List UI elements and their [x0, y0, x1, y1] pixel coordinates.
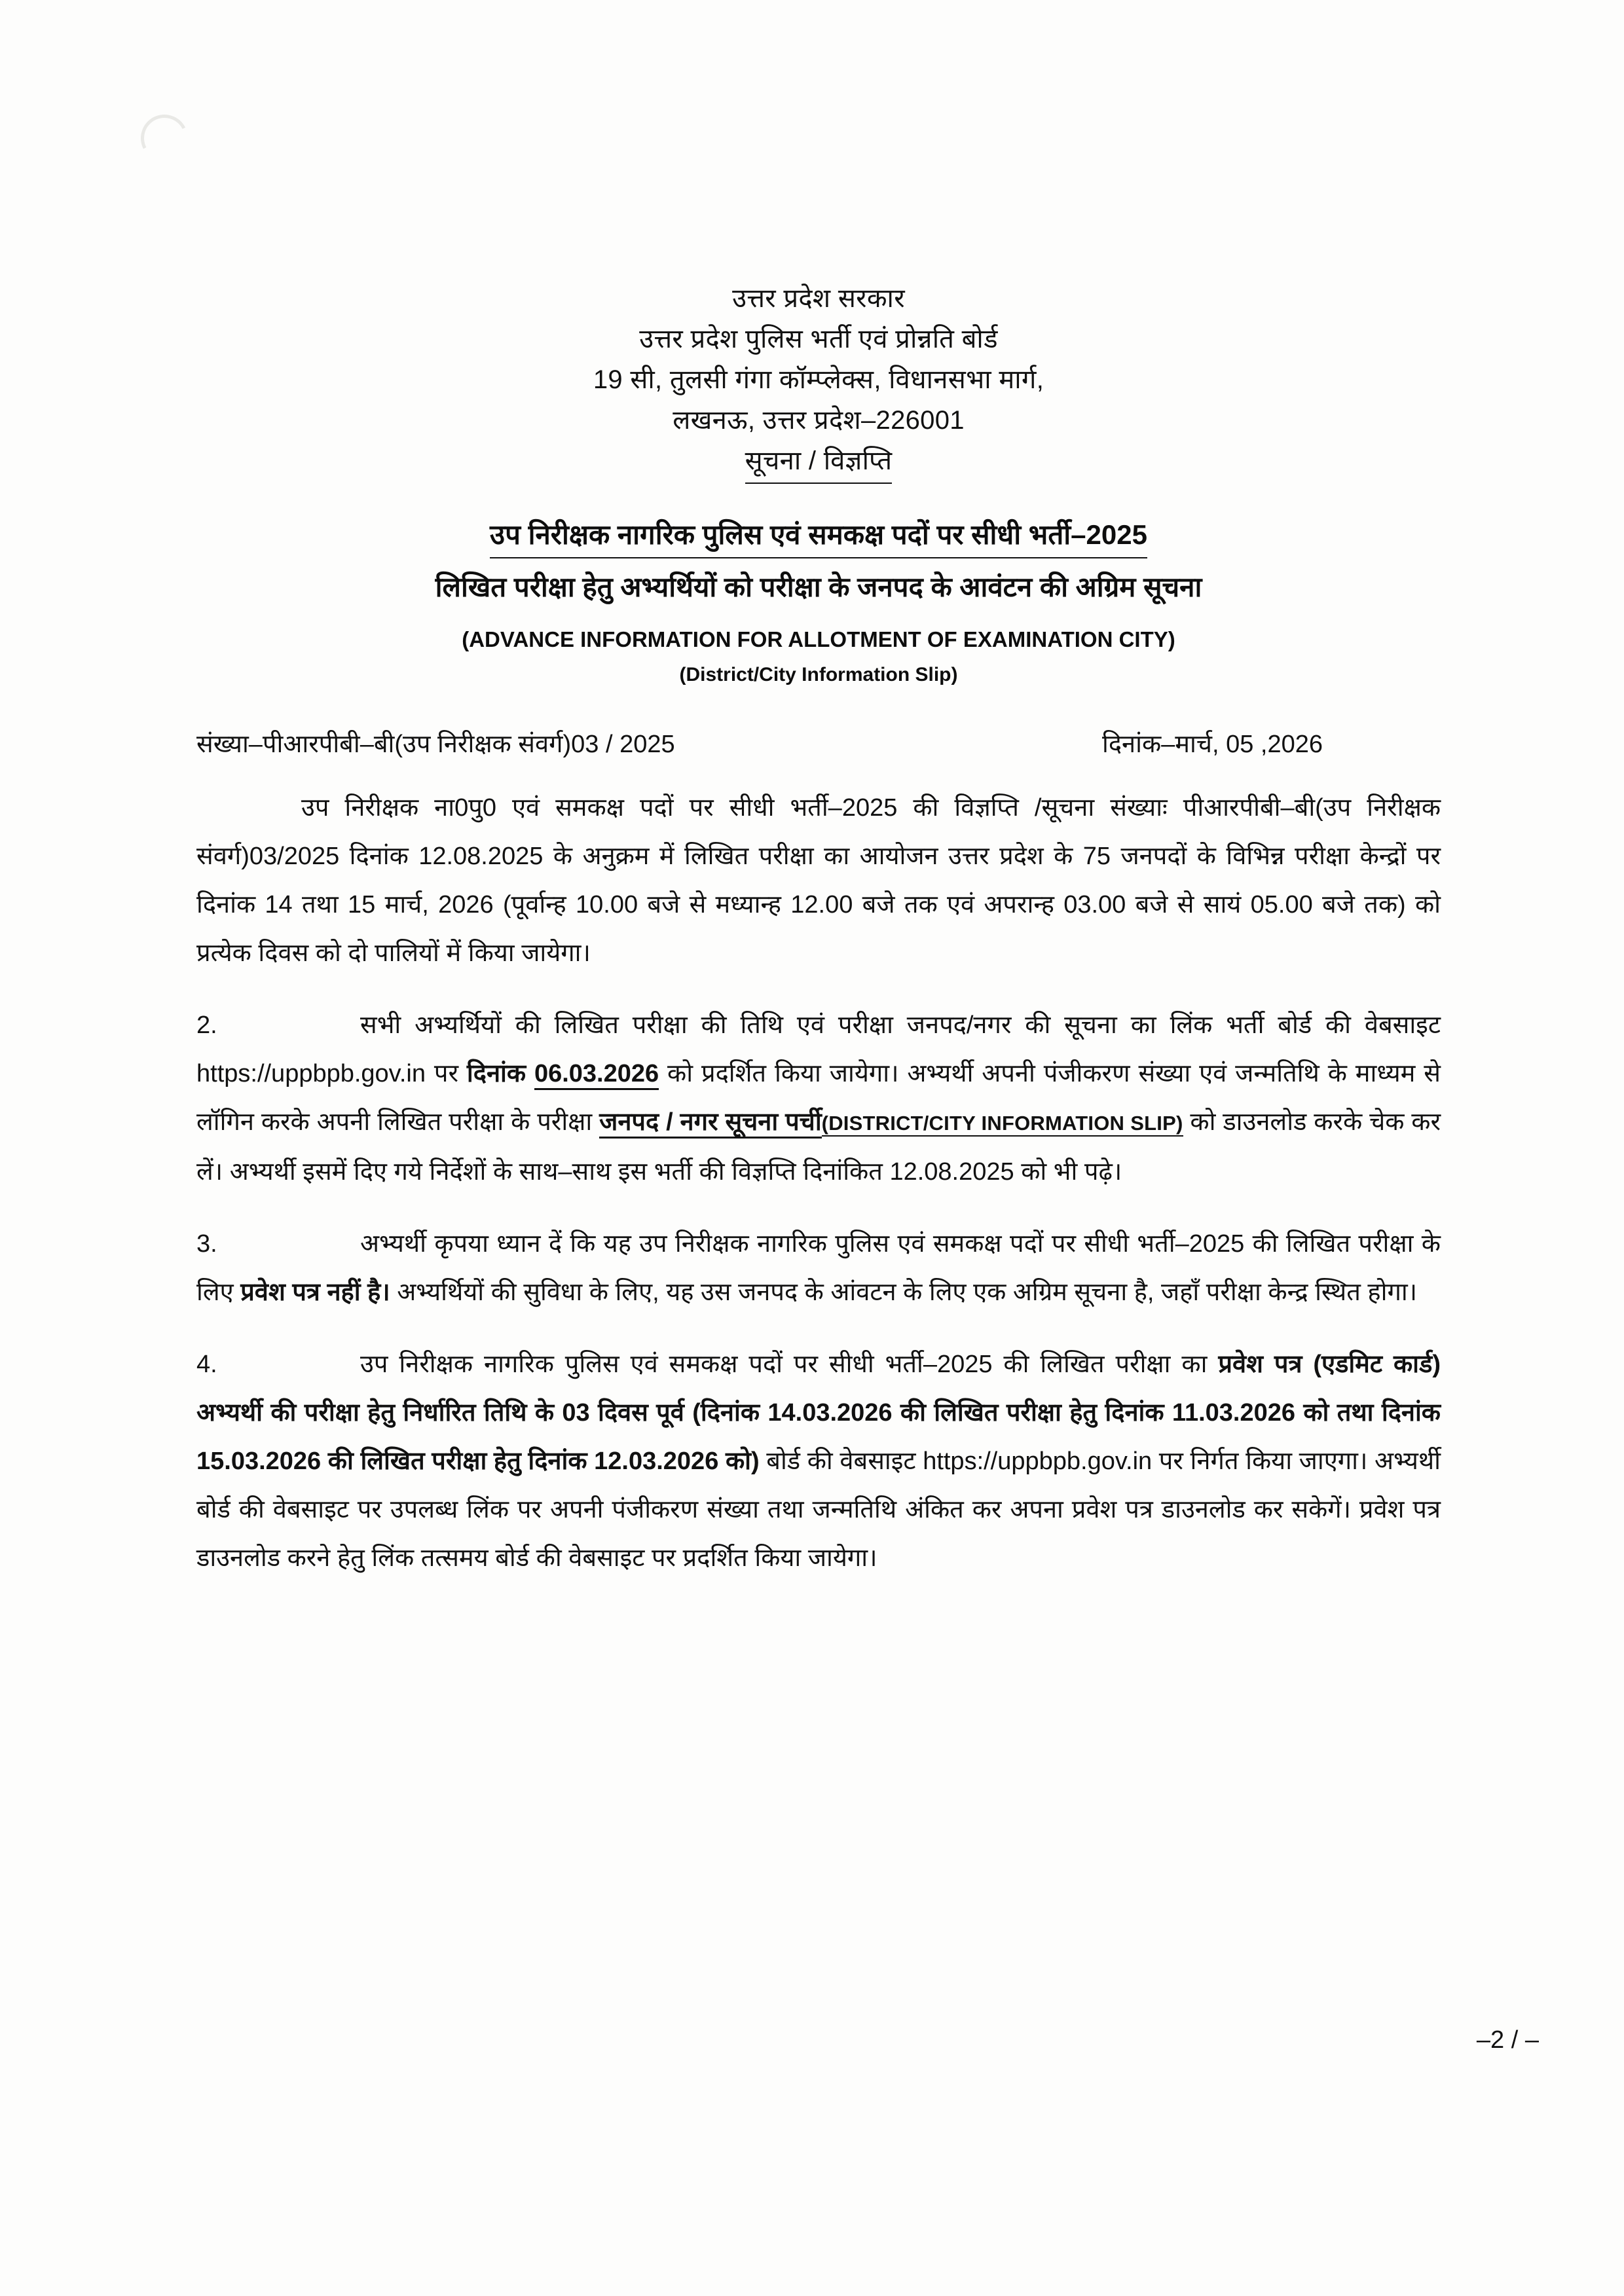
title-english-line-1: (ADVANCE INFORMATION FOR ALLOTMENT OF EXAMINATION CITY) — [462, 627, 1175, 651]
page-number-marker: –2 / – — [1476, 2026, 1539, 2054]
board-website-url-2[interactable]: https://uppbpb.gov.in — [923, 1448, 1153, 1475]
title-english-line-2: (District/City Information Slip) — [679, 664, 958, 685]
document-content — [196, 0, 1441, 1582]
slip-name-english: (DISTRICT/CITY INFORMATION SLIP) — [822, 1112, 1183, 1137]
not-admit-card-notice: प्रवेश पत्र नहीं है। — [240, 1279, 390, 1306]
paragraph-4-number: 4. — [196, 1351, 217, 1378]
board-address-line-2: लखनऊ, उत्तर प्रदेश–226001 — [673, 406, 965, 435]
paragraph-4 — [196, 1340, 1441, 1582]
title-hindi-line-1-wrap — [196, 514, 1441, 558]
paragraph-4-text-2: बोर्ड की वेबसाइट — [759, 1448, 923, 1475]
paragraph-3-text-2: अभ्यर्थियों की सुविधा के लिए, यह उस जनपद के आंवटन के लिए एक अग्रिम सूचना है, जहाँ परीक्षा केन्द्र स्थित होगा। — [390, 1279, 1418, 1306]
paragraph-1 — [196, 784, 1441, 977]
govt-name: उत्तर प्रदेश सरकार — [732, 284, 905, 313]
reference-row — [196, 726, 1441, 760]
paragraph-4-text-1: उप निरीक्षक नागरिक पुलिस एवं समकक्ष पदों पर सीधी भर्ती–2025 की लिखित परीक्षा का — [360, 1351, 1219, 1378]
board-website-url-1[interactable]: https://uppbpb.gov.in — [196, 1060, 426, 1087]
paragraph-2-number-lead — [196, 1001, 360, 1049]
board-address-line-1: 19 सी, तुलसी गंगा कॉम्प्लेक्स, विधानसभा मार्ग, — [593, 365, 1044, 394]
paragraph-2-number: 2. — [196, 1011, 217, 1039]
admit-card-release-schedule: प्रवेश पत्र (एडमिट कार्ड) अभ्यर्थी की परीक्षा हेतु निर्धारित तिथि के 03 दिवस पूर्व (दिनांक 14.03.2026 की लिखित परीक्षा हेतु दिनांक 11.03.2026 को तथा दिनांक 15.03.2026 की लिखित परीक्षा हेतु दिनांक 12.03.2026 को) — [196, 1351, 1441, 1475]
title-hindi-line-1: उप निरीक्षक नागरिक पुलिस एवं समकक्ष पदों पर सीधी भर्ती–2025 — [490, 514, 1147, 558]
document-title-block — [196, 514, 1441, 691]
paragraph-2-text-4: को डाउनलोड करके चेक कर लें। अभ्यर्थी इसमें दिए गये निर्देशों के साथ–साथ इस भर्ती की विज्ञप्ति दिनांकित 12.08.2025 को भी पढ़े। — [196, 1108, 1441, 1186]
paragraph-3-number: 3. — [196, 1230, 217, 1258]
paragraph-2 — [196, 1001, 1441, 1196]
paragraph-3-number-lead — [196, 1220, 360, 1268]
paragraph-2-text-2: पर — [426, 1060, 467, 1087]
paragraph-2-date-label: दिनांक — [466, 1060, 534, 1087]
paragraph-2-text-3: को प्रदर्शित किया जायेगा। अभ्यर्थी अपनी पंजीकरण संख्या एवं जन्मतिथि के माध्यम से लॉगिन करके अपनी लिखित परीक्षा के परीक्षा — [196, 1060, 1441, 1136]
scan-artifact — [135, 109, 194, 168]
display-date: 06.03.2026 — [534, 1060, 659, 1090]
title-hindi-line-2: लिखित परीक्षा हेतु अभ्यर्थियों को परीक्षा के जनपद के आवंटन की अग्रिम सूचना — [435, 572, 1202, 602]
paragraph-4-text-3: पर निर्गत किया जाएगा। अभ्यर्थी बोर्ड की वेबसाइट पर उपलब्ध लिंक पर अपनी पंजीकरण संख्या तथा जन्मतिथि अंकित कर अपना प्रवेश पत्र डाउनलोड कर सकेगें। प्रवेश पत्र डाउनलोड करने हेतु लिंक तत्समय बोर्ड की वेबसाइट पर प्रदर्शित किया जायेगा। — [196, 1448, 1441, 1572]
reference-number: संख्या–पीआरपीबी–बी(उप निरीक्षक संवर्ग)03 / 2025 — [196, 731, 675, 758]
paragraph-3 — [196, 1220, 1441, 1317]
paragraph-4-number-lead — [196, 1340, 360, 1389]
notice-label: सूचना / विज्ञप्ति — [745, 441, 893, 484]
notice-label-wrap — [196, 441, 1441, 484]
letterhead — [196, 278, 1441, 484]
slip-name-hindi: जनपद / नगर सूचना पर्ची — [599, 1108, 822, 1139]
reference-date: दिनांक–मार्च, 05 ,2026 — [1102, 731, 1323, 758]
paragraph-3-text-1: अभ्यर्थी कृपया ध्यान दें कि यह उप निरीक्षक नागरिक पुलिस एवं समकक्ष पदों पर सीधी भर्ती–2025 की लिखित परीक्षा के लिए — [196, 1230, 1441, 1306]
board-name: उत्तर प्रदेश पुलिस भर्ती एवं प्रोन्नति बोर्ड — [639, 325, 998, 354]
paragraph-2-text-1: सभी अभ्यर्थियों की लिखित परीक्षा की तिथि एवं परीक्षा जनपद/नगर की सूचना का लिंक भर्ती बोर्ड की वेबसाइट — [360, 1011, 1441, 1039]
paragraph-1-text: उप निरीक्षक ना0पु0 एवं समकक्ष पदों पर सीधी भर्ती–2025 की विज्ञप्ति /सूचना संख्याः पीआरपीबी–बी(उप निरीक्षक संवर्ग)03/2025 दिनांक 12.08.2025 के अनुक्रम में लिखित परीक्षा का आयोजन उत्तर प्रदेश के 75 जनपदों के विभिन्न परीक्षा केन्द्रों पर दिनांक 14 तथा 15 मार्च, 2026 (पूर्वान्ह 10.00 बजे से मध्यान्ह 12.00 बजे तक एवं अपरान्ह 03.00 बजे से सायं 05.00 बजे तक) को प्रत्येक दिवस को दो पालियों में किया जायेगा। — [196, 794, 1441, 967]
